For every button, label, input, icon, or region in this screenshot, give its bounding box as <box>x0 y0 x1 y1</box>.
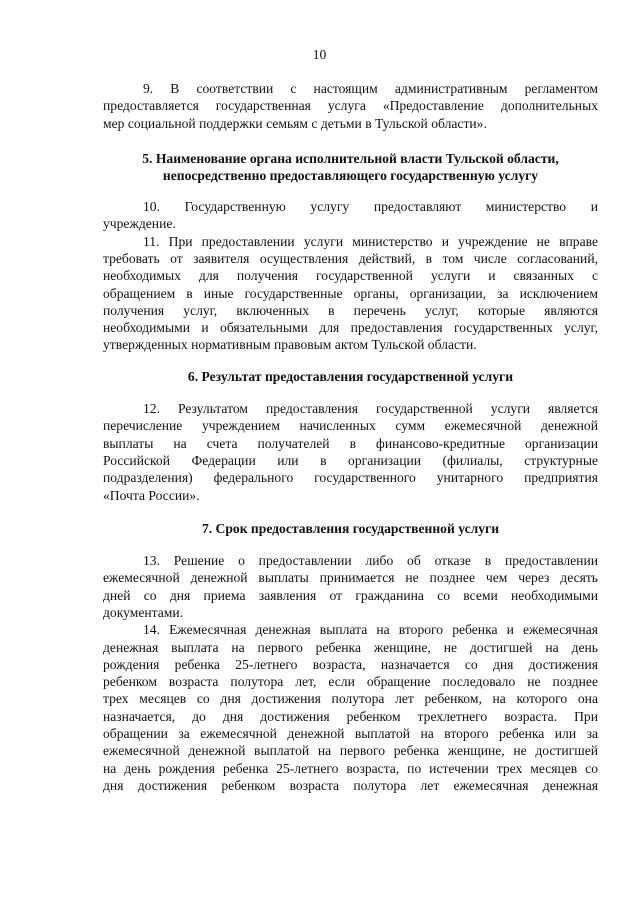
heading-line: 7. Срок предоставления государственной услуги <box>201 521 500 536</box>
text-line: подразделения) федерального государственного унитарного предприятия <box>103 470 598 486</box>
text-line: требовать от заявителя осуществления действий, в том числе согласований, <box>103 250 598 266</box>
text-line: назначается, до дня достижения ребенком трехлетнего возраста. При <box>103 708 598 724</box>
page-number: 10 <box>312 47 327 62</box>
heading-line: 5. Наименование органа исполнительной власти Тульской области, <box>142 151 559 166</box>
text-line: ребенком возраста полутора лет, если обращение последовало не позднее <box>103 674 598 690</box>
text-line: документами. <box>103 604 184 620</box>
text-line: ежемесячной денежной выплатой на первого ребенка женщине, не достигшей <box>103 743 598 759</box>
heading-line: 6. Результат предоставления государственной услуги <box>187 369 514 384</box>
text-line: ежемесячной денежной выплаты принимается не позднее чем через десять <box>103 570 598 586</box>
text-line: 11. При предоставлении услуги министерство и учреждение не вправе <box>143 233 598 249</box>
text-line: необходимыми и обязательными для предоставления государственных услуг, <box>103 320 598 336</box>
text-line: мер социальной поддержки семьям с детьми в Тульской области». <box>103 115 487 131</box>
text-line: учреждение. <box>103 216 176 232</box>
text-line: 9. В соответствии с настоящим административным регламентом <box>143 81 598 96</box>
text-line: необходимых для получения государственной услуги и связанных с <box>103 268 598 284</box>
text-line: Российской Федерации или в организации (филиалы, структурные <box>103 452 598 468</box>
heading-line: непосредственно предоставляющего государственную услугу <box>162 168 539 184</box>
text-line: утвержденных нормативным правовым актом Тульской области. <box>103 337 477 353</box>
text-line: 10. Государственную услугу предоставляют министерство и <box>143 199 598 214</box>
text-line: денежная выплата на первого ребенка женщине, не достигшей на день <box>103 639 598 655</box>
text-line: дней со дня приема заявления от гражданина со всеми необходимыми <box>103 587 598 603</box>
text-line: выплаты на счета получателей в финансово-кредитные организации <box>103 435 598 451</box>
text-line: «Почта России». <box>103 487 200 503</box>
text-line: получения услуг, включенных в перечень услуг, которые являются <box>103 302 598 318</box>
text-line: 13. Решение о предоставлении либо об отказе в предоставлении <box>143 553 598 568</box>
text-line: обращением в иные государственные органы, организации, за исключением <box>103 285 598 301</box>
text-line: дня достижения ребенком возраста полутора лет ежемесячная денежная <box>103 777 598 793</box>
text-line: предоставляется государственная услуга «Предоставление дополнительных <box>103 98 598 114</box>
text-line: перечисление учреждением начисленных сумм ежемесячной денежной <box>103 418 598 434</box>
text-line: 12. Результатом предоставления государственной услуги является <box>143 401 598 416</box>
text-line: 14. Ежемесячная денежная выплата на второго ребенка и ежемесячная <box>143 622 598 638</box>
text-line: трех месяцев со дня достижения полутора лет ребенком, на которого она <box>103 691 598 707</box>
text-line: на день рождения ребенка 25-летнего возраста, по истечении трех месяцев со <box>103 760 598 776</box>
text-line: рождения ребенка 25-летнего возраста, назначается со дня достижения <box>103 656 598 672</box>
text-line: обращении за ежемесячной денежной выплатой на второго ребенка или за <box>103 726 598 741</box>
